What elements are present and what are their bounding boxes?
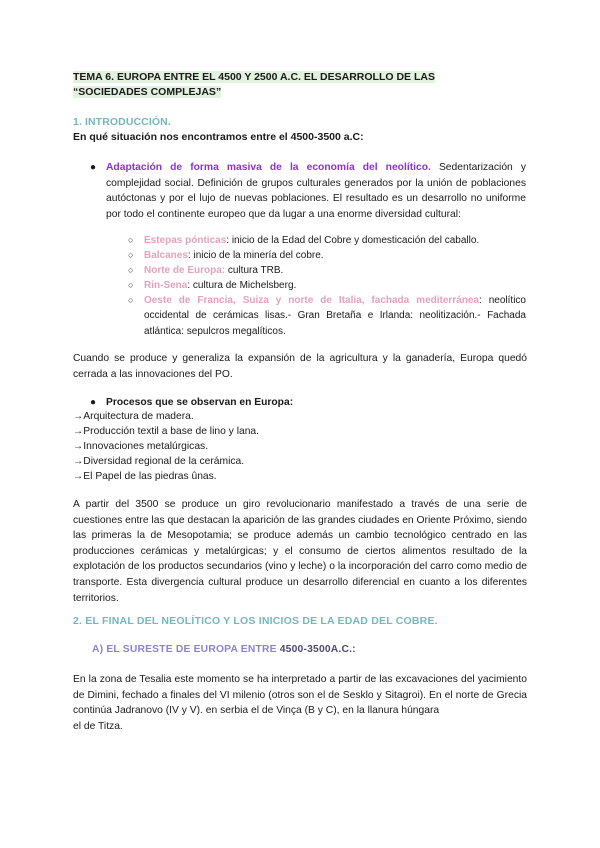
region-text: : inicio de la minería del cobre. (187, 250, 324, 261)
region-name: Balcanes (144, 250, 188, 261)
process-item: →Producción textil a base de lino y lana. (73, 426, 260, 437)
process-item: →Innovaciones metalúrgicas. (73, 441, 209, 452)
region-text: : neolítico occidental de cerámicas lisas.- Gran Bretaña e Irlanda: neolitización.- Fachada atlántica: sepulcros megalíticos. (144, 295, 526, 337)
paragraph-3-text: En la zona de Tesalia este momento se ha interpretado a partir de las excavaciones del yacimiento de Dimini, fechado a finales del VI milenio (otros son el de Sesklo y Sitagroi). En el norte de Grecia continúa Jadranovo (IV y V). en serbia el de Vinça (B y C), en la llanura húngara (73, 674, 527, 717)
process-item: →Diversidad regional de la cerámica. (73, 456, 245, 467)
region-text: : inicio de la Edad del Cobre y domesticación del caballo. (226, 235, 480, 246)
region-item (128, 278, 526, 293)
region-item (128, 233, 526, 248)
section-1-question: En qué situación nos encontramos entre el 4500-3500 a.C: (73, 131, 364, 143)
paragraph-2: A partir del 3500 se produce un giro revolucionario manifestado a través de una serie de cuestiones entre las que destacan la aparición de las grandes ciudades en Oriente Próximo, siendo las primeras la de Mesopotamia; se produce además un cambio tecnológico centrado en las producciones cerámicas y metalúrgicas; y el consumo de ciertos alimentos resultado de la explotación de los productos secundarios (vino y leche) o la incorporación del carro como medio de transporte. Esta divergencia cultural produce un desarrollo diferencial en cuanto a los diferentes territorios. (73, 499, 527, 604)
title-line-1: TEMA 6. EUROPA ENTRE EL 4500 Y 2500 A.C. EL DESARROLLO DE LAS (73, 71, 435, 83)
region-text: cultura TRB. (225, 265, 284, 276)
region-text: : cultura de Michelsberg. (187, 280, 297, 291)
subsection-a-dates: 4500-3500A.C.: (279, 644, 356, 655)
process-item: →Arquitectura de madera. (73, 411, 194, 422)
paragraph-1: Cuando se produce y generaliza la expansión de la agricultura y la ganadería, Europa quedó cerrada a las innovaciones del PO. (73, 353, 527, 380)
region-item (128, 248, 526, 263)
bullet-dot-icon: ● (90, 397, 97, 408)
process-item: →El Papel de las piedras ûnas. (73, 471, 217, 482)
region-name: Oeste de Francia, Suiza y norte de Italia, fachada mediterránea (144, 295, 479, 306)
paragraph-3-end: el de Titza. (73, 720, 123, 732)
circle-bullet-icon: ○ (128, 250, 134, 260)
region-name: Estepas pónticas (144, 235, 227, 246)
bullet-dot-icon: ● (90, 162, 97, 173)
circle-bullet-icon: ○ (128, 265, 134, 275)
region-item (128, 293, 526, 339)
document-title (73, 70, 533, 99)
circle-bullet-icon: ○ (128, 280, 134, 290)
bullet-economy (90, 160, 526, 222)
bullet-economy-lead: Adaptación de forma masiva de la economía del neolítico. (106, 162, 431, 173)
region-name: Norte de Europa: (144, 265, 226, 276)
section-2-heading: 2. EL FINAL DEL NEOLÍTICO Y LOS INICIOS DE LA EDAD DEL COBRE. (73, 615, 438, 627)
region-item (128, 263, 526, 278)
bullet-economy-text: Sedentarización y complejidad social. Definición de grupos culturales generados por la unión de poblaciones autóctonas y por el lujo de nuevas poblaciones. El resultado es un desarrollo no uniforme por todo el continente europeo que da lugar a una enorme diversidad cultural: (106, 162, 526, 220)
section-1-heading: 1. INTRODUCCIÓN. (73, 116, 171, 128)
paragraph-3 (73, 672, 527, 734)
title-line-2: “SOCIEDADES COMPLEJAS” (73, 85, 222, 98)
region-name: Rin-Sena (144, 280, 188, 291)
subsection-a-heading (92, 644, 356, 655)
circle-bullet-icon: ○ (128, 295, 134, 305)
subsection-a-title: A) EL SURESTE DE EUROPA ENTRE (92, 644, 280, 655)
bullet-processes-text: Procesos que se observan en Europa: (106, 397, 294, 408)
circle-bullet-icon: ○ (128, 235, 134, 245)
